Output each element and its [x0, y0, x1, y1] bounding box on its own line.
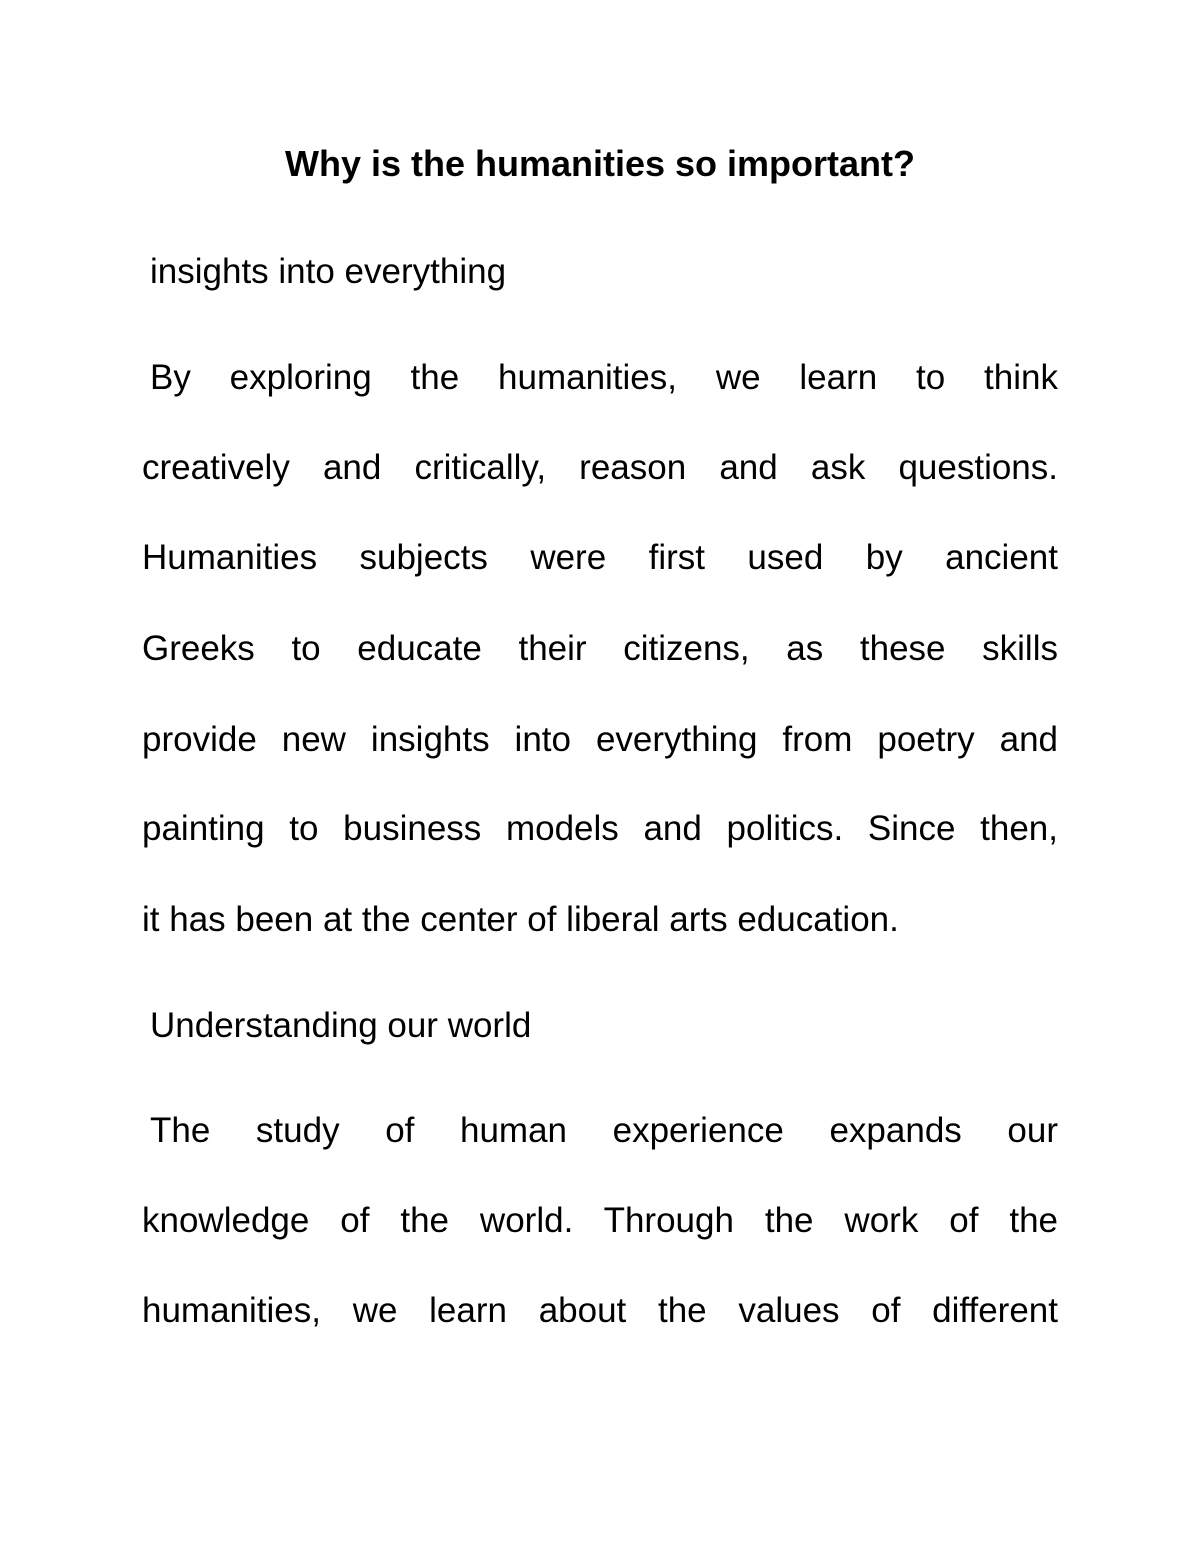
paragraph-line: The study of human experience expands our	[150, 1111, 1058, 1150]
paragraph-line: Greeks to educate their citizens, as these skills	[142, 629, 1058, 668]
paragraph-line: it has been at the center of liberal arts education.	[142, 900, 899, 939]
section-heading-understanding: Understanding our world	[150, 1006, 532, 1045]
page-title: Why is the humanities so important?	[284, 143, 916, 184]
paragraph-line: provide new insights into everything from poetry and	[142, 720, 1058, 759]
section-heading-insights: insights into everything	[150, 252, 507, 291]
paragraph-line: painting to business models and politics. Since then,	[142, 809, 1058, 848]
paragraph-line: Humanities subjects were first used by ancient	[142, 538, 1058, 577]
paragraph-line: By exploring the humanities, we learn to think	[150, 358, 1058, 397]
paragraph-line: creatively and critically, reason and ask questions.	[142, 448, 1058, 487]
paragraph-line: humanities, we learn about the values of different	[142, 1291, 1058, 1330]
paragraph-line: knowledge of the world. Through the work of the	[142, 1201, 1058, 1240]
